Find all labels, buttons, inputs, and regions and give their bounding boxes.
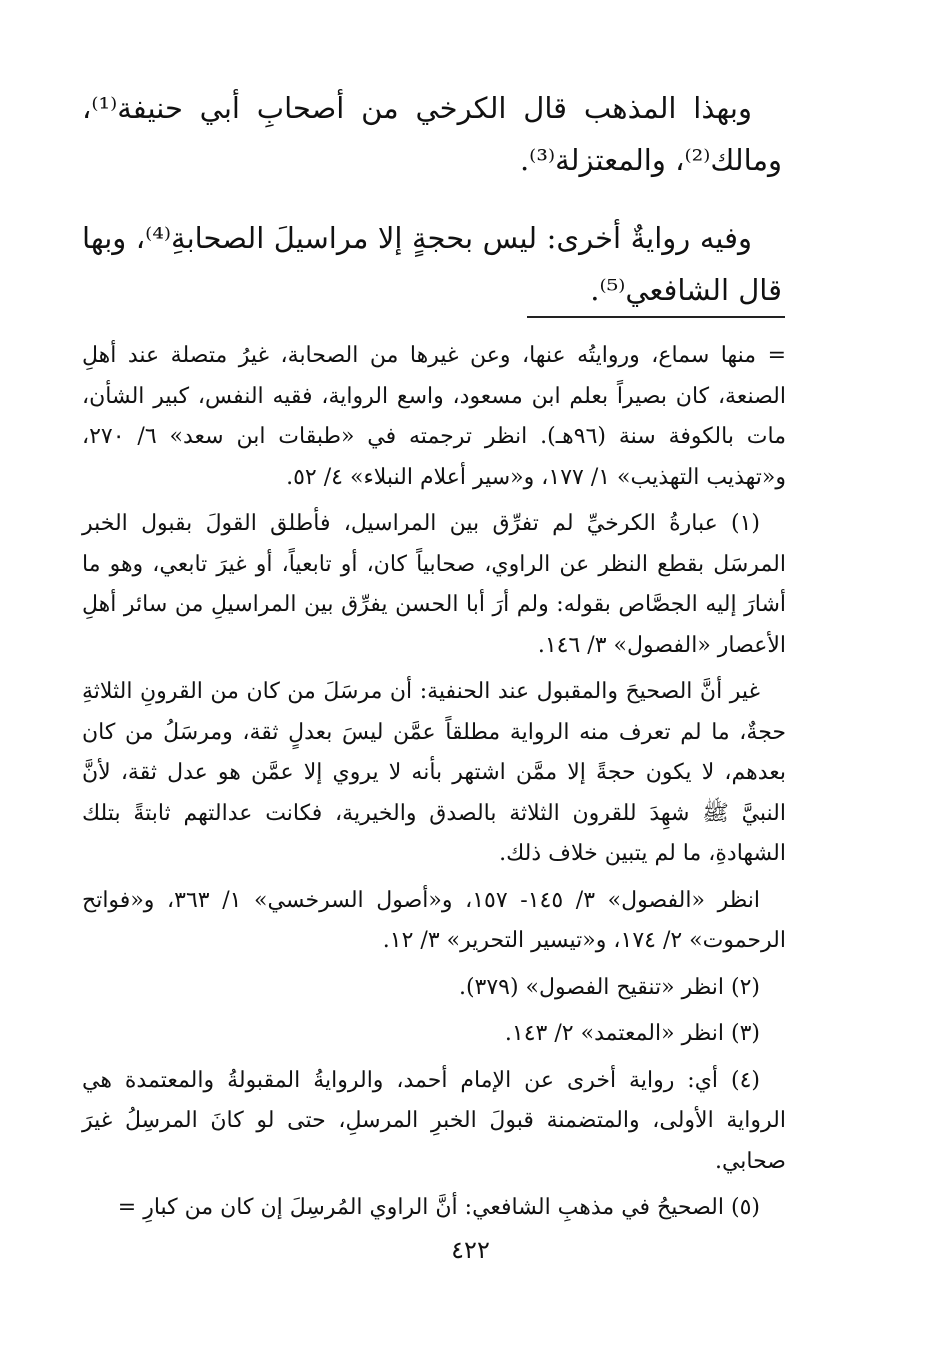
footnote-continuation: = منها سماع، وروايتُه عنها، وعن غيرها من الصحابة، غيرُ متصلة عند أهلِ الصنعة، كان بصيراً بعلم ابن مسعود، واسع الرواية، فقيه النفس، كبير الشأن، مات بالكوفة سنة (٩٦هـ). انظر ترجمته في «طبقات ابن سعد» ٦/ ٢٧٠، و«تهذيب التهذيب» ١/ ١٧٧، و«سير أعلام النبلاء» ٤/ ٥٢.: [82, 343, 787, 490]
body-paragraph-1: وبهذا المذهب قال الكرخي من أصحابِ أبي حنيفة⁽¹⁾، ومالك⁽²⁾، والمعتزلة⁽³⁾.: [82, 91, 782, 177]
footnotes: [82, 336, 786, 1235]
footnote-1: (١) عبارةُ الكرخيِّ لم تفرِّق بين المراسيل، فأطلق القولَ بقبول الخبر المرسَل بقطع النظر عن الراوي، صحابياً كان، أو تابعياً، أو غيرَ تابعي، وهو ما أشارَ إليه الجصَّاص بقوله: ولم أرَ أبا الحسن يفرِّق بين المراسيلِ من سائر أهلِ الأعصار «الفصول» ٣/ ١٤٦.: [82, 511, 787, 658]
footnote-5: (٥) الصحيحُ في مذهبِ الشافعي: أنَّ الراوي المُرسِلَ إن كان من كبارِ =: [117, 1195, 760, 1220]
main-text: [82, 82, 782, 342]
footnote-3: (٣) انظر «المعتمد» ٢/ ١٤٣.: [504, 1021, 760, 1046]
footnote-4: (٤) أي: رواية أخرى عن الإمام أحمد، والروايةُ المقبولةُ والمعتمدة هي الرواية الأولى، والمتضمنة قبولَ الخبرِ المرسلِ، حتى لو كانَ المرسِلُ غيرَ صحابي.: [82, 1067, 786, 1174]
body-paragraph-2: وفيه روايةٌ أخرى: ليس بحجةٍ إلا مراسيلَ الصحابةِ⁽⁴⁾، وبها قال الشافعي⁽⁵⁾.: [82, 221, 782, 307]
footnote-separator: [527, 316, 785, 318]
footnote-1-part-3: انظر «الفصول» ٣/ ١٤٥- ١٥٧، و«أصول السرخسي» ١/ ٣٦٣، و«فواتح الرحموت» ٢/ ١٧٤، و«تيسير التحرير» ٣/ ١٢.: [82, 887, 786, 953]
page-number: ٤٢٢: [451, 1236, 490, 1264]
footnote-2: (٢) انظر «تنقيح الفصول» (٣٧٩).: [458, 974, 760, 1000]
footnote-1-part-2: غير أنَّ الصحيحَ والمقبول عند الحنفية: أن مرسَلَ من كان من القرونِ الثلاثةِ حجةٌ، ما لم تعرف منه الرواية مطلقاً عمَّن ليسَ بعدلٍ ثقة، ومرسَلُ من كان بعدهم، لا يكون حجةً إلا ممَّن اشتهر بأنه لا يروي إلا عمَّن هو عدل ثقة، لأنَّ النبيَّ ﷺ شهِدَ للقرون الثلاثة بالصدق والخيرية، فكانت عدالتهم ثابتةً بتلك الشهادةِ، ما لم يتبين خلاف ذلك.: [82, 679, 786, 866]
